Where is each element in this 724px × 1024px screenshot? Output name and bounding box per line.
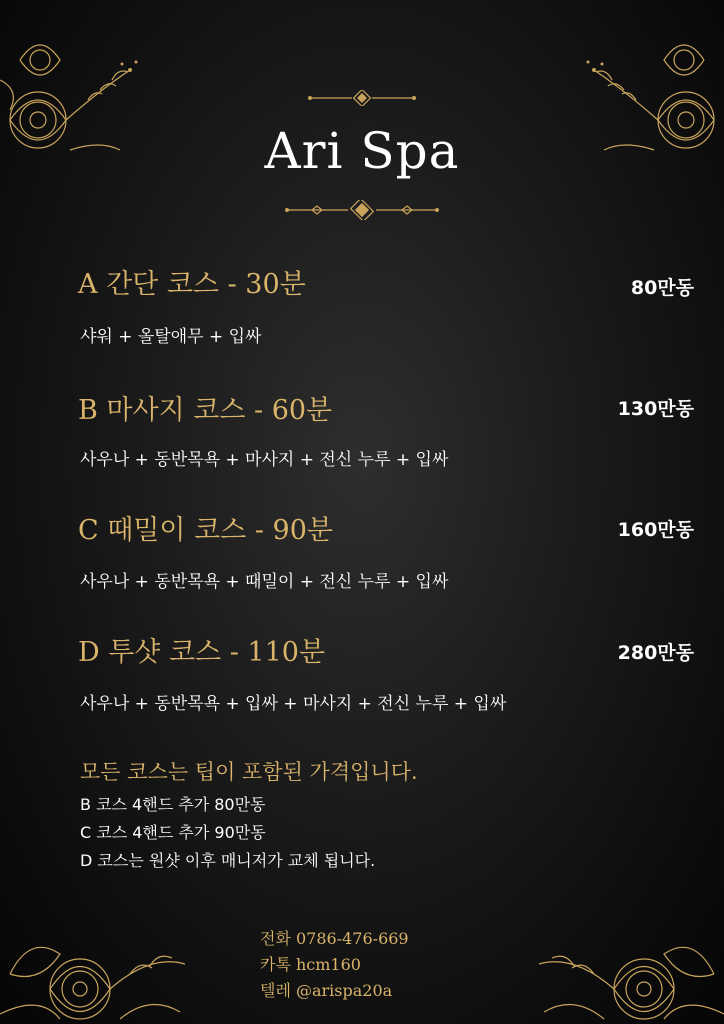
course-a-price: 80만동 [630, 277, 694, 299]
course-d-description: 사우나 + 동반목욕 + 입싸 + 마사지 + 전신 누루 + 입싸 [80, 694, 507, 714]
course-b-price: 130만동 [617, 398, 694, 420]
course-c-price: 160만동 [617, 519, 694, 541]
course-b-title: B 마사지 코스 - 60분 [78, 395, 333, 426]
tip-included-note: 모든 코스는 팁이 포함된 가격입니다. [80, 760, 418, 784]
note-line-c: C 코스 4핸드 추가 90만동 [80, 823, 266, 842]
floral-bottom-left-icon [0, 894, 190, 1024]
note-line-b: B 코스 4핸드 추가 80만동 [80, 795, 266, 814]
contact-telegram: 텔레 @arispa20a [260, 981, 393, 1000]
note-line-d: D 코스는 원샷 이후 매니저가 교체 됩니다. [80, 851, 376, 870]
course-c-description: 사우나 + 동반목욕 + 때밀이 + 전신 누루 + 입싸 [80, 572, 449, 592]
course-d-title: D 투샷 코스 - 110분 [78, 637, 326, 668]
course-c-title: C 때밀이 코스 - 90분 [78, 515, 333, 546]
contact-phone: 전화 0786-476-669 [260, 929, 409, 948]
divider-top-icon [307, 90, 417, 106]
divider-bottom-icon [282, 200, 442, 220]
course-a-description: 샤워 + 올탈애무 + 입싸 [80, 327, 262, 347]
floral-bottom-right-icon [534, 894, 724, 1024]
contact-kakao: 카톡 hcm160 [260, 955, 361, 974]
course-b-description: 사우나 + 동반목욕 + 마사지 + 전신 누루 + 입싸 [80, 450, 449, 470]
course-a-title: A 간단 코스 - 30분 [78, 269, 306, 300]
course-d-price: 280만동 [617, 642, 694, 664]
page-title: Ari Spa [264, 122, 460, 180]
